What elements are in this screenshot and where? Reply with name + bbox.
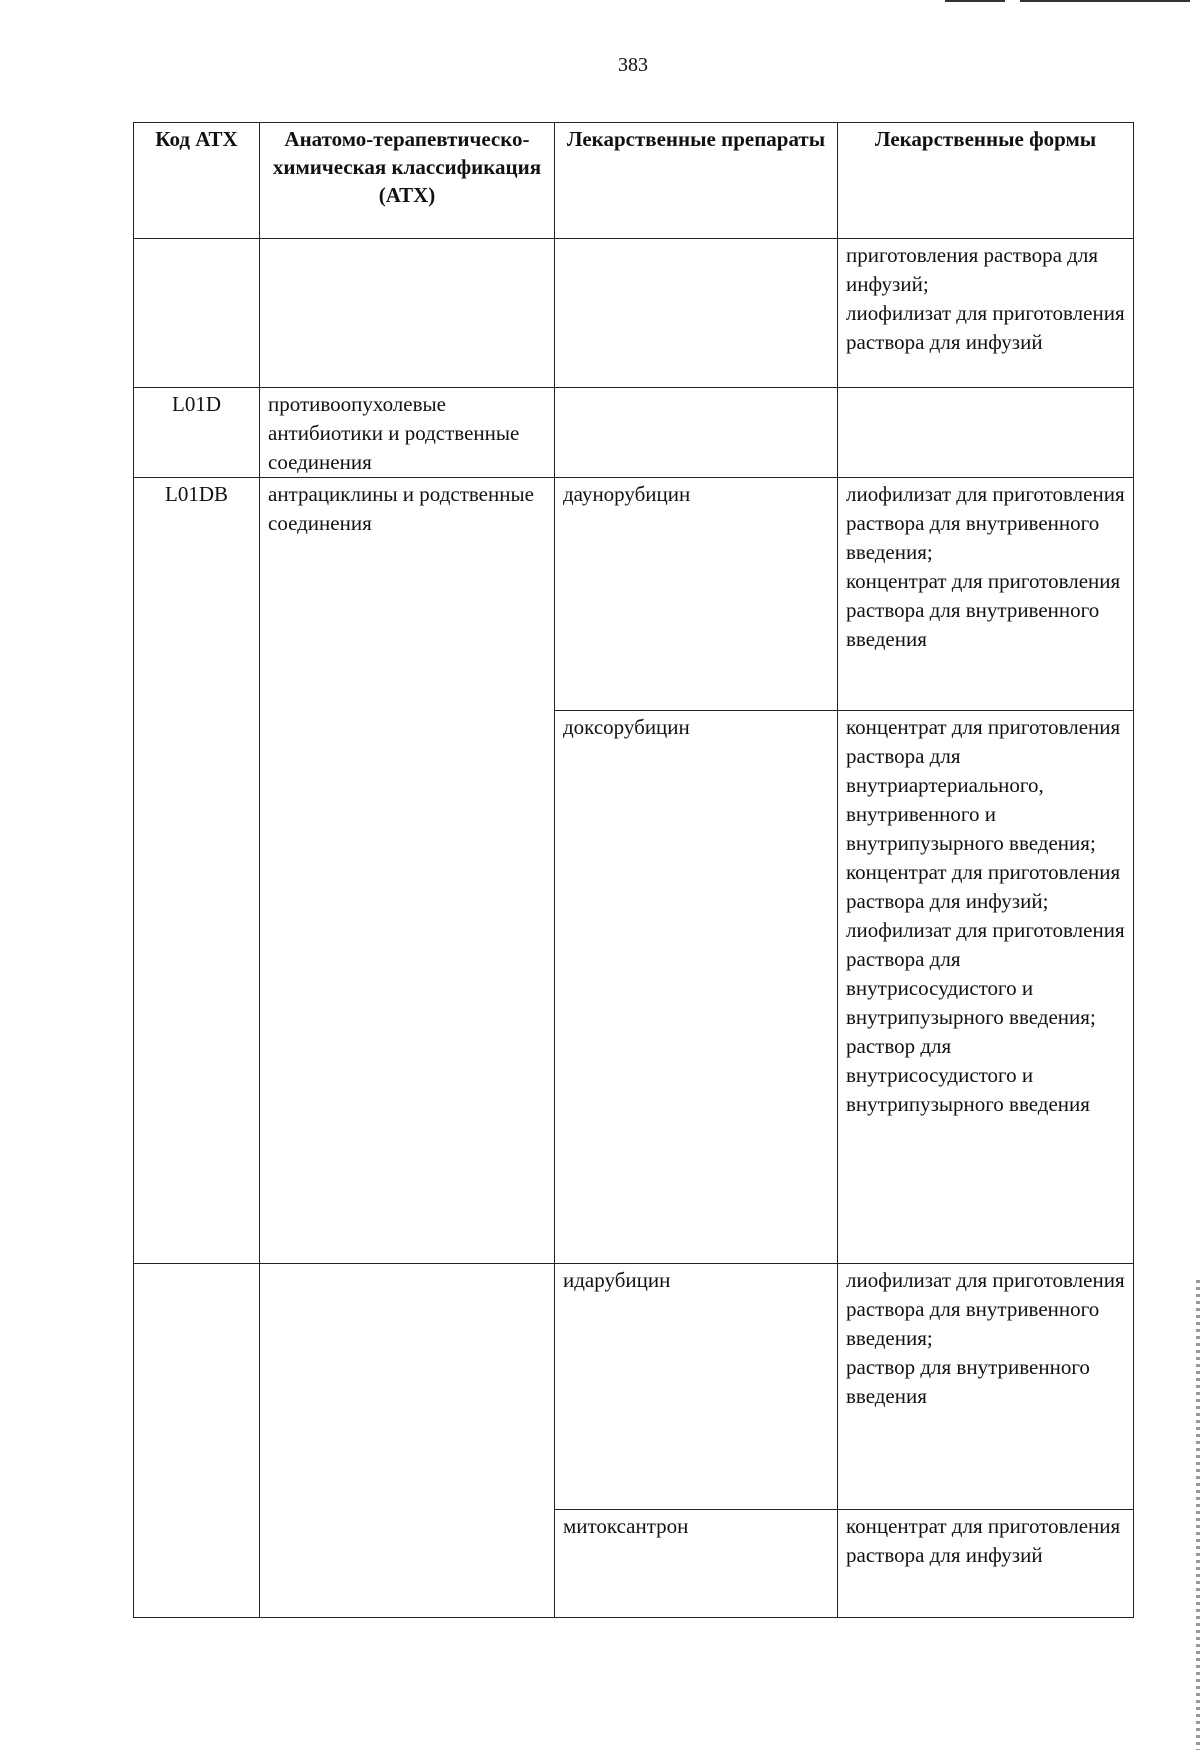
scan-edge-mark <box>1020 0 1190 2</box>
table-row <box>134 478 1134 711</box>
row-drug <box>555 239 838 388</box>
table-header-row <box>134 123 1134 239</box>
row-drug: доксорубицин <box>555 711 838 1264</box>
row-code <box>134 1264 260 1618</box>
header-forms: Лекарственные формы <box>838 123 1134 239</box>
row-classification <box>260 239 555 388</box>
atx-table <box>133 122 1134 1618</box>
row-drug <box>555 388 838 478</box>
header-drugs: Лекарственные препараты <box>555 123 838 239</box>
row-forms: лиофилизат для приготовления раствора для внутривенного введения; концентрат для приготовления раствора для внутривенного введения <box>838 478 1134 711</box>
row-drug: идарубицин <box>555 1264 838 1510</box>
row-classification <box>260 1264 555 1618</box>
row-drug: даунорубицин <box>555 478 838 711</box>
table-row <box>134 388 1134 478</box>
table-row <box>134 1264 1134 1510</box>
row-classification: противоопухолевые антибиотики и родственные соединения <box>260 388 555 478</box>
row-forms: концентрат для приготовления раствора для инфузий <box>838 1510 1134 1618</box>
page-number: 383 <box>618 54 648 76</box>
row-code: L01DB <box>134 478 260 1264</box>
row-code: L01D <box>134 388 260 478</box>
header-code: Код АТХ <box>134 123 260 239</box>
row-forms: приготовления раствора для инфузий; лиофилизат для приготовления раствора для инфузий <box>838 239 1134 388</box>
header-classification: Анатомо-терапевтическо-химическая классификация (АТХ) <box>260 123 555 239</box>
row-drug: митоксантрон <box>555 1510 838 1618</box>
scan-edge-noise <box>1196 1280 1200 1750</box>
row-forms <box>838 388 1134 478</box>
row-forms: концентрат для приготовления раствора для внутриартериального, внутривенного и внутрипузырного введения; концентрат для приготовления раствора для инфузий; лиофилизат для приготовления раствора для внутрисосудистого и внутрипузырного введения; раствор для внутрисосудистого и внутрипузырного введения <box>838 711 1134 1264</box>
row-classification: антрациклины и родственные соединения <box>260 478 555 1264</box>
row-code <box>134 239 260 388</box>
table-row <box>134 239 1134 388</box>
row-forms: лиофилизат для приготовления раствора для внутривенного введения; раствор для внутривенного введения <box>838 1264 1134 1510</box>
scan-edge-mark <box>945 0 1005 2</box>
